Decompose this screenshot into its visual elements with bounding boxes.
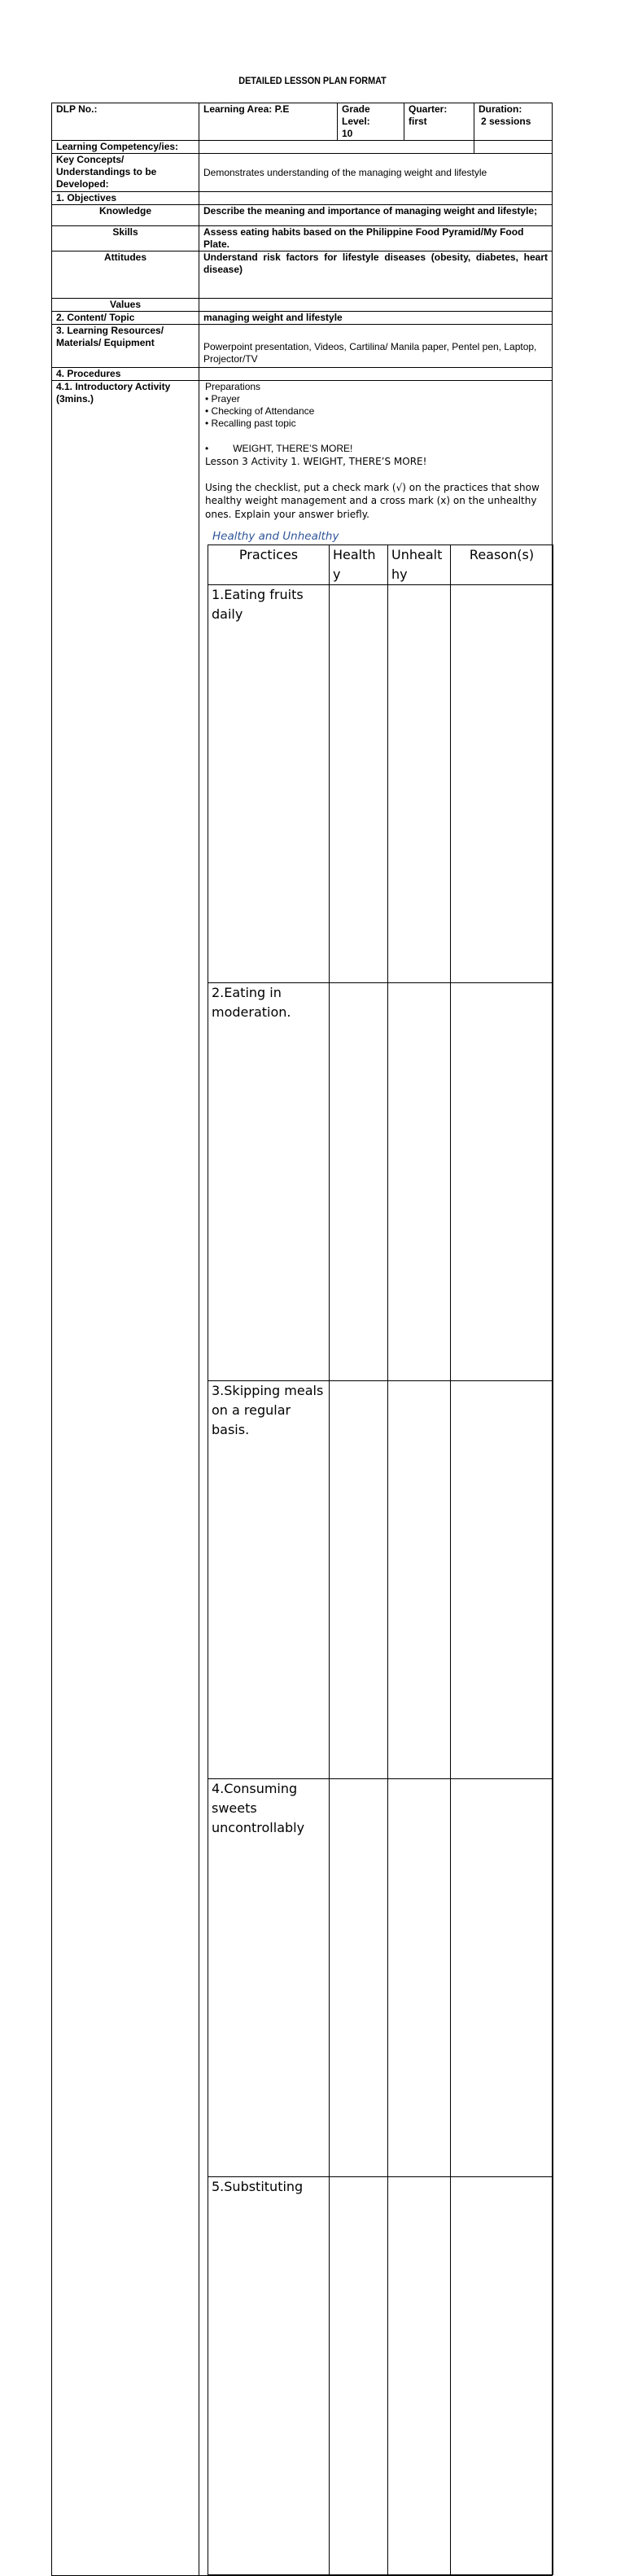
practice-cell: 5.Substituting xyxy=(208,2177,330,2575)
intro-activity-label-line: (3mins.) xyxy=(56,393,94,405)
instructions-text: Using the checklist, put a check mark (√) on the practices that show healthy weight management and a cross mark (x) on the unhealthy ones. Explain your answer briefly. xyxy=(205,481,540,520)
attitudes-row xyxy=(52,251,553,299)
attitudes-value: Understand risk factors for lifestyle diseases (obesity, diabetes, heart disease) xyxy=(199,251,553,299)
quarter-label: Quarter: xyxy=(409,103,448,115)
unhealthy-cell[interactable] xyxy=(388,983,451,1381)
resources-row xyxy=(52,325,553,368)
key-concepts-row xyxy=(52,154,553,192)
practices-header: Practices xyxy=(208,545,330,585)
procedures-label: 4. Procedures xyxy=(52,368,199,381)
checklist-row xyxy=(208,585,553,983)
document-title: DETAILED LESSON PLAN FORMAT xyxy=(238,75,387,86)
prep-bullet-item: • Recalling past topic xyxy=(205,418,296,429)
reason-cell[interactable] xyxy=(451,1381,553,1779)
checklist-title: Healthy and Unhealthy xyxy=(212,530,339,543)
healthy-header: Health y xyxy=(330,545,388,585)
learning-area: Learning Area: P.E xyxy=(199,103,338,141)
reasons-header: Reason(s) xyxy=(451,545,553,585)
content-label: 2. Content/ Topic xyxy=(52,312,199,325)
resources-label xyxy=(52,325,199,368)
skills-row xyxy=(52,226,553,251)
practice-cell: 4.Consuming sweets uncontrollably xyxy=(208,1779,330,2177)
reason-cell[interactable] xyxy=(451,1779,553,2177)
header-row xyxy=(52,103,553,141)
checklist-row xyxy=(208,983,553,1381)
competency-row xyxy=(52,141,553,154)
practice-cell: 1.Eating fruits daily xyxy=(208,585,330,983)
key-concepts-label-line: Understandings to be xyxy=(56,166,157,177)
skills-value: Assess eating habits based on the Philippine Food Pyramid/My Food Plate. xyxy=(199,226,553,251)
content-row xyxy=(52,312,553,325)
weight-bullet-line xyxy=(205,443,552,455)
preparations-heading: Preparations xyxy=(205,381,261,392)
key-concepts-label-line: Key Concepts/ xyxy=(56,154,125,165)
procedures-value xyxy=(199,368,553,381)
objectives-value xyxy=(199,192,553,205)
checklist-row xyxy=(208,1779,553,2177)
intro-activity-content xyxy=(199,381,553,2576)
duration-value: 2 sessions xyxy=(481,116,531,127)
grade-level-value: 10 xyxy=(342,128,353,139)
healthy-cell[interactable] xyxy=(330,1381,388,1779)
objectives-label: 1. Objectives xyxy=(52,192,199,205)
checklist-row xyxy=(208,2177,553,2575)
healthy-cell[interactable] xyxy=(330,2177,388,2575)
values-value xyxy=(199,299,553,312)
unhealthy-header: Unhealt hy xyxy=(388,545,451,585)
healthy-cell[interactable] xyxy=(330,983,388,1381)
weight-heading: WEIGHT, THERE’S MORE! xyxy=(233,443,353,454)
competency-label: Learning Competency/ies: xyxy=(52,141,199,154)
dlp-no-label: DLP No.: xyxy=(52,103,199,141)
key-concepts-label-line: Developed: xyxy=(56,178,109,190)
intro-activity-label xyxy=(52,381,199,2576)
intro-activity-row xyxy=(52,381,553,2576)
resources-value: Powerpoint presentation, Videos, Cartilina/ Manila paper, Pentel pen, Laptop, Projector/TV xyxy=(199,325,553,368)
values-row xyxy=(52,299,553,312)
key-concepts-label xyxy=(52,154,199,192)
unhealthy-cell[interactable] xyxy=(388,1779,451,2177)
grade-level-label: Grade Level: xyxy=(342,103,370,127)
practice-cell: 2.Eating in moderation. xyxy=(208,983,330,1381)
unhealthy-cell[interactable] xyxy=(388,2177,451,2575)
quarter-cell xyxy=(404,103,474,141)
prep-bullet-item: • Prayer xyxy=(205,393,240,405)
quarter-value: first xyxy=(409,116,427,127)
checklist-row xyxy=(208,1381,553,1779)
content-value: managing weight and lifestyle xyxy=(199,312,553,325)
weight-bullet: • xyxy=(205,443,209,454)
duration-cell xyxy=(474,103,553,141)
reason-cell[interactable] xyxy=(451,585,553,983)
checklist-header-row xyxy=(208,545,553,585)
practice-cell: 3.Skipping meals on a regular basis. xyxy=(208,1381,330,1779)
attitudes-label: Attitudes xyxy=(52,251,199,299)
key-concepts-value: Demonstrates understanding of the managing weight and lifestyle xyxy=(199,154,553,192)
skills-label: Skills xyxy=(52,226,199,251)
competency-extra xyxy=(474,141,553,154)
lesson-plan-table xyxy=(51,103,553,2576)
resources-label-line: Materials/ Equipment xyxy=(56,337,155,348)
prep-bullet-item: • Checking of Attendance xyxy=(205,405,315,417)
unhealthy-cell[interactable] xyxy=(388,1381,451,1779)
grade-level-cell xyxy=(338,103,404,141)
knowledge-label: Knowledge xyxy=(52,205,199,226)
competency-value xyxy=(199,141,474,154)
checklist-table xyxy=(208,545,553,2575)
healthy-cell[interactable] xyxy=(330,1779,388,2177)
intro-activity-label-line: 4.1. Introductory Activity xyxy=(56,381,171,392)
reason-cell[interactable] xyxy=(451,983,553,1381)
lesson-line: Lesson 3 Activity 1. WEIGHT, THERE’S MORE! xyxy=(205,456,427,467)
values-label: Values xyxy=(52,299,199,312)
duration-label: Duration: xyxy=(479,103,522,115)
objectives-row xyxy=(52,192,553,205)
procedures-row xyxy=(52,368,553,381)
knowledge-row xyxy=(52,205,553,226)
knowledge-value: Describe the meaning and importance of managing weight and lifestyle; xyxy=(199,205,553,226)
reason-cell[interactable] xyxy=(451,2177,553,2575)
unhealthy-cell[interactable] xyxy=(388,585,451,983)
healthy-cell[interactable] xyxy=(330,585,388,983)
resources-label-line: 3. Learning Resources/ xyxy=(56,325,164,336)
